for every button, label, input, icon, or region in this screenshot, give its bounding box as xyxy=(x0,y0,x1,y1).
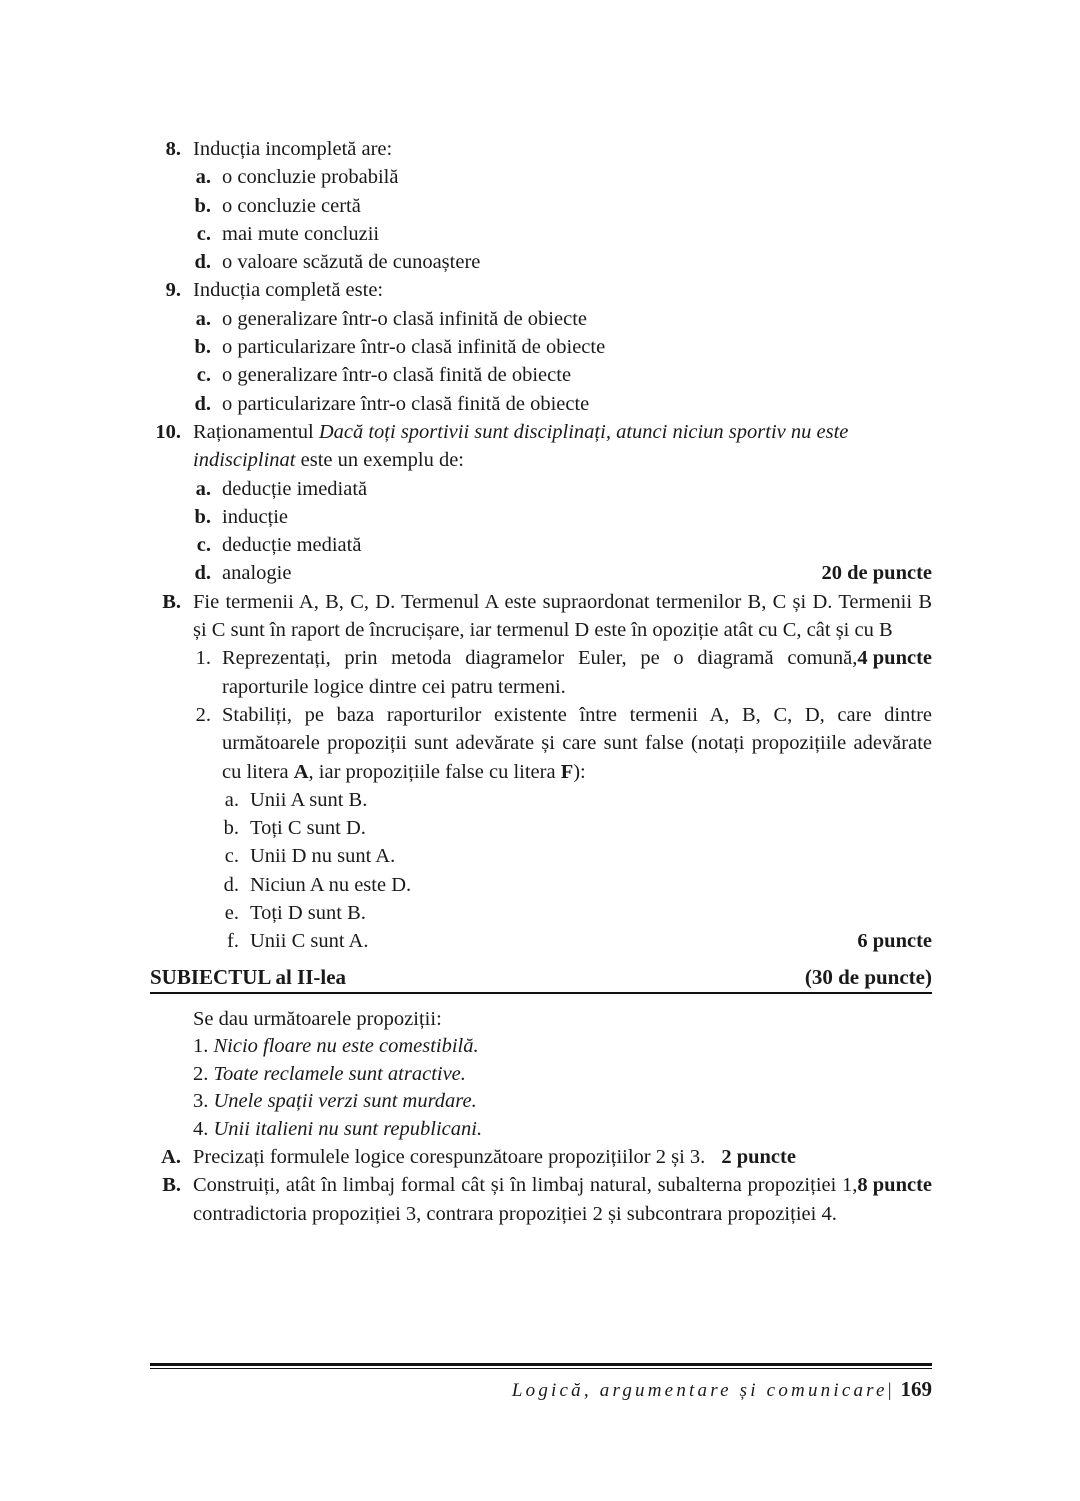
section-b-sub-e[interactable] xyxy=(150,899,932,927)
question-10 xyxy=(150,418,932,475)
proposition-number: 2. xyxy=(193,1062,214,1085)
section-b-item-2 xyxy=(150,701,932,786)
literal-true-letter: A xyxy=(293,760,309,783)
subject-two-lead: Se dau următoarele propoziții: xyxy=(193,1007,442,1030)
proposition-4 xyxy=(193,1116,932,1144)
sub-text: Unii C sunt A. xyxy=(250,930,369,953)
question-9-number: 9. xyxy=(165,279,181,302)
section-b-marker: B. xyxy=(162,590,181,613)
section-b-item-1 xyxy=(150,644,932,701)
item-body: Reprezentați, prin metoda diagramelor Euler, pe o diagramă comună, raporturile logice dintre cei patru termeni. xyxy=(222,647,858,698)
task-text xyxy=(193,1171,932,1228)
option-label: inducție xyxy=(222,505,289,528)
item-marker: 1. xyxy=(195,647,211,670)
points-badge: 2 puncte xyxy=(721,1146,796,1169)
section-b-sub-b[interactable] xyxy=(150,814,932,842)
option-label: o valoare scăzută de cunoaștere xyxy=(222,251,481,274)
question-10-option-d[interactable] xyxy=(150,559,932,587)
proposition-1 xyxy=(193,1033,932,1061)
question-9-option-a[interactable] xyxy=(150,305,932,333)
option-marker: d. xyxy=(194,251,211,274)
option-marker: d. xyxy=(194,392,211,415)
footer xyxy=(150,1377,932,1402)
option-marker: b. xyxy=(194,505,211,528)
task-body: Precizați formulele logice corespunzătoare propozițiilor 2 și 3. xyxy=(193,1146,706,1169)
task-marker: A. xyxy=(161,1146,181,1169)
item-marker: 2. xyxy=(195,703,211,726)
question-10-option-b[interactable] xyxy=(150,503,932,531)
sub-marker: a. xyxy=(224,788,239,811)
points-badge: 6 puncte xyxy=(857,930,932,953)
option-label: o generalizare într-o clasă finită de obiecte xyxy=(222,364,572,387)
stem-text-italic: Dacă toți sportivii sunt disciplinați, atunci niciun sportiv nu este indisciplinat xyxy=(193,420,849,472)
question-10-stem xyxy=(193,418,932,475)
question-8-option-d[interactable] xyxy=(150,248,932,276)
subject-two-heading xyxy=(150,963,932,994)
question-10-option-a[interactable] xyxy=(150,475,932,503)
subject-two-intro xyxy=(150,1006,932,1144)
sub-marker: e. xyxy=(224,902,239,925)
item-body-part2: , iar propozițiile false cu litera xyxy=(308,760,561,783)
sub-label: Niciun A nu este D. xyxy=(250,873,412,896)
stem-text-after: este un exemplu de: xyxy=(295,449,465,472)
stem-text-before: Raționamentul xyxy=(193,420,319,443)
question-9-option-d[interactable] xyxy=(150,390,932,418)
subject-two-task-b xyxy=(150,1171,932,1228)
points-badge: 20 de puncte xyxy=(821,562,932,585)
sub-label: Toți C sunt D. xyxy=(250,817,366,840)
option-marker: a. xyxy=(195,166,211,189)
item-text xyxy=(222,701,932,786)
question-8-option-a[interactable] xyxy=(150,163,932,191)
footer-rule xyxy=(150,1363,932,1369)
item-text xyxy=(222,644,932,701)
proposition-2 xyxy=(193,1061,932,1089)
item-body-part1: Stabiliți, pe baza raporturilor existente între termenii A, B, C, D, care dintre următoarele propoziții sunt adevărate și care sunt false (notați propozițiile adevărate cu litera xyxy=(222,703,932,783)
option-label: mai mute concluzii xyxy=(222,222,380,245)
subject-two-points: (30 de puncte) xyxy=(804,964,932,989)
sub-marker: b. xyxy=(223,817,239,840)
option-label xyxy=(222,559,932,587)
section-b-sub-a[interactable] xyxy=(150,786,932,814)
question-10-option-c[interactable] xyxy=(150,531,932,559)
page-number: 169 xyxy=(900,1377,932,1401)
section-b xyxy=(150,588,932,645)
option-label: deducție mediată xyxy=(222,534,362,557)
literal-false-letter: F xyxy=(560,760,574,783)
section-b-sub-c[interactable] xyxy=(150,842,932,870)
sub-label: Unii A sunt B. xyxy=(250,788,368,811)
section-b-sub-f[interactable] xyxy=(150,927,932,955)
proposition-text: Toate reclamele sunt atractive. xyxy=(213,1062,466,1085)
option-marker: c. xyxy=(196,222,211,245)
option-marker: d. xyxy=(194,562,211,585)
question-9-option-b[interactable] xyxy=(150,333,932,361)
sub-marker: f. xyxy=(227,930,239,953)
subject-two-task-a xyxy=(150,1143,932,1171)
page-content xyxy=(150,135,932,1228)
sub-label xyxy=(250,927,932,955)
sub-marker: c. xyxy=(224,845,239,868)
question-9 xyxy=(150,276,932,304)
section-b-intro: Fie termenii A, B, C, D. Termenul A este supraordonat termenilor B, C și D. Termenii B și C sunt în raport de încrucișare, iar termenul D este în opoziție atât cu C, cât și cu B xyxy=(193,590,932,642)
footer-book-title: Logică, argumentare și comunicare xyxy=(511,1380,888,1401)
proposition-3 xyxy=(193,1088,932,1116)
sub-label: Unii D nu sunt A. xyxy=(250,845,396,868)
subject-two-title: SUBIECTUL al II-lea xyxy=(150,964,347,989)
question-10-number: 10. xyxy=(155,420,181,443)
option-label: o particularizare într-o clasă finită de obiecte xyxy=(222,392,590,415)
option-label: o particularizare într-o clasă infinită de obiecte xyxy=(222,336,606,359)
option-label: deducție imediată xyxy=(222,477,368,500)
task-marker: B. xyxy=(162,1174,181,1197)
proposition-text: Nicio floare nu este comestibilă. xyxy=(213,1035,479,1058)
section-b-sub-d[interactable] xyxy=(150,871,932,899)
points-badge: 4 puncte xyxy=(857,647,932,670)
question-8 xyxy=(150,135,932,163)
option-marker: b. xyxy=(194,194,211,217)
proposition-text: Unii italieni nu sunt republicani. xyxy=(213,1117,483,1140)
option-marker: a. xyxy=(195,477,211,500)
option-label: o generalizare într-o clasă infinită de obiecte xyxy=(222,307,587,330)
footer-rule-thin xyxy=(150,1368,932,1370)
option-marker: b. xyxy=(194,336,211,359)
item-body-part3: ): xyxy=(573,760,586,783)
points-badge: 8 puncte xyxy=(857,1174,932,1197)
question-9-stem: Inducția completă este: xyxy=(193,279,384,302)
proposition-text: Unele spații verzi sunt murdare. xyxy=(213,1090,477,1113)
task-text xyxy=(193,1143,932,1171)
sub-marker: d. xyxy=(223,873,239,896)
option-marker: c. xyxy=(196,364,211,387)
question-8-number: 8. xyxy=(165,138,181,160)
question-8-option-c[interactable] xyxy=(150,220,932,248)
footer-separator: | xyxy=(887,1380,892,1401)
option-text: analogie xyxy=(222,562,292,585)
sub-label: Toți D sunt B. xyxy=(250,902,366,925)
proposition-number: 4. xyxy=(193,1117,214,1140)
option-label: o concluzie certă xyxy=(222,194,361,217)
question-9-option-c[interactable] xyxy=(150,361,932,389)
option-label: o concluzie probabilă xyxy=(222,166,399,189)
proposition-number: 3. xyxy=(193,1090,214,1113)
question-8-option-b[interactable] xyxy=(150,192,932,220)
option-marker: a. xyxy=(195,307,211,330)
option-marker: c. xyxy=(196,534,211,557)
question-8-stem: Inducția incompletă are: xyxy=(193,138,393,160)
proposition-number: 1. xyxy=(193,1035,214,1058)
task-body: Construiți, atât în limbaj formal cât și în limbaj natural, subalterna propoziției 1, contradictoria propoziției 3, contrara propoziției 2 și subcontrara propoziției 4. xyxy=(193,1174,858,1225)
